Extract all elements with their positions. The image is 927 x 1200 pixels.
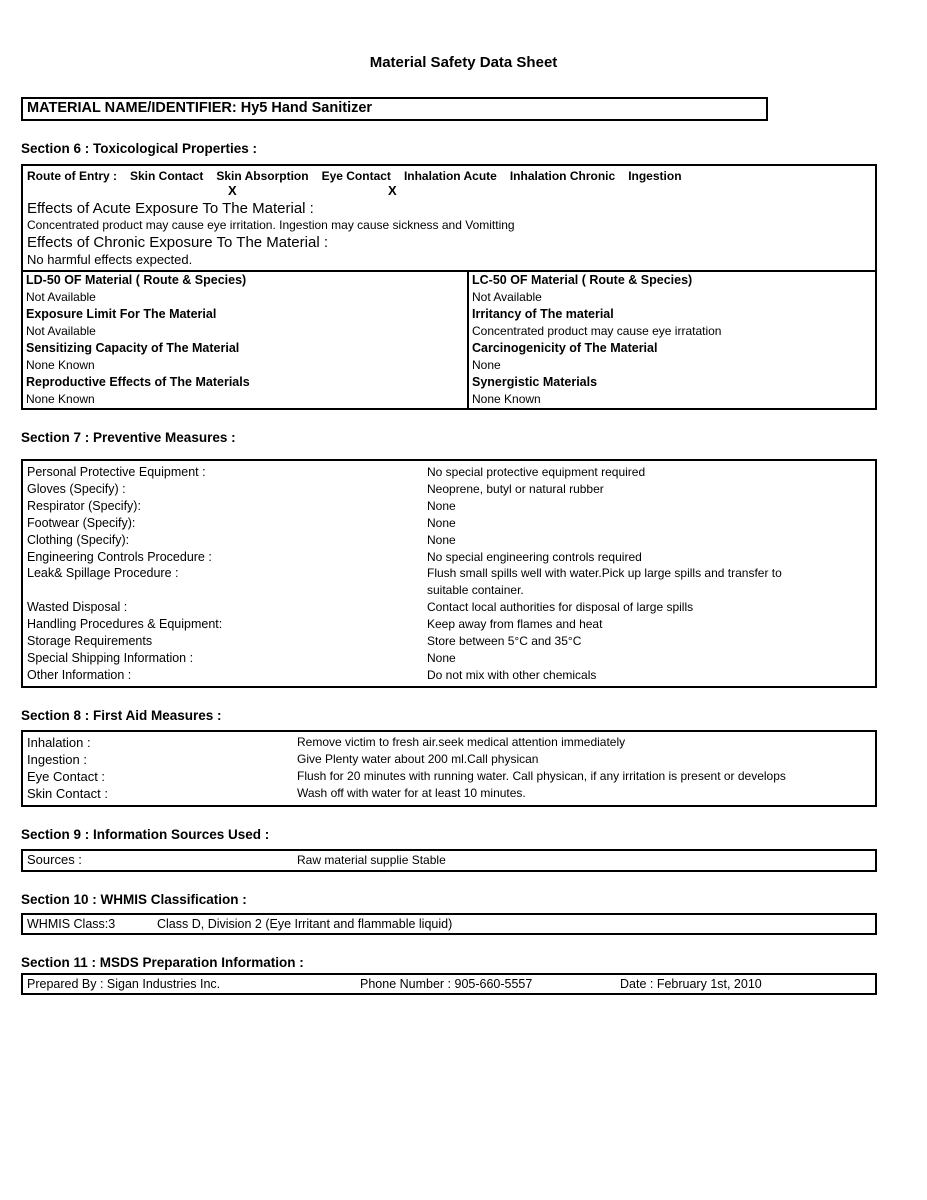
first-aid-label: Eye Contact : — [27, 769, 106, 785]
section7-heading: Section 7 : Preventive Measures : — [21, 430, 236, 445]
first-aid-value: Give Plenty water about 200 ml.Call physican — [297, 751, 539, 766]
preventive-measure-label: Clothing (Specify): — [27, 532, 130, 547]
section7-box — [21, 459, 877, 688]
preventive-measure-row — [23, 616, 875, 633]
preventive-measure-label: Footwear (Specify): — [27, 515, 136, 530]
toxicology-cell — [23, 340, 467, 374]
phone-number: Phone Number : 905-660-5557 — [360, 977, 533, 992]
preventive-measure-value: None — [427, 532, 456, 547]
preventive-measure-label: Leak& Spillage Procedure : — [27, 566, 179, 581]
route-mark-skin-absorption: X — [228, 183, 237, 198]
route-col-skin-absorption: Skin Absorption — [216, 169, 309, 183]
whmis-row — [23, 916, 875, 933]
route-of-entry-label: Route of Entry : — [27, 169, 117, 183]
first-aid-row — [23, 751, 875, 768]
sources-value: Raw material supplie Stable — [297, 852, 446, 867]
first-aid-row — [23, 768, 875, 785]
preventive-measure-row — [23, 515, 875, 532]
preventive-measure-value: Contact local authorities for disposal of large spills — [427, 600, 694, 615]
preventive-measure-label: Gloves (Specify) : — [27, 481, 126, 496]
section8-box — [21, 730, 877, 807]
preventive-measure-row — [23, 667, 875, 684]
toxicology-field-label: Reproductive Effects of The Materials — [26, 375, 250, 389]
section10-box — [21, 913, 877, 936]
toxicology-field-label: Carcinogenicity of The Material — [472, 341, 658, 355]
first-aid-label: Ingestion : — [27, 751, 87, 767]
preventive-measure-value: None — [427, 650, 456, 665]
route-mark-inhalation-acute: X — [388, 183, 397, 198]
section6-heading: Section 6 : Toxicological Properties : — [21, 141, 258, 156]
toxicology-field-label: Irritancy of The material — [472, 307, 614, 321]
toxicology-field-value: None Known — [472, 392, 541, 406]
preventive-measure-row — [23, 650, 875, 667]
chronic-exposure-text: No harmful effects expected. — [27, 252, 193, 267]
preventive-measure-value: Do not mix with other chemicals — [427, 667, 597, 682]
toxicology-field-value: Concentrated product may cause eye irratation — [472, 324, 722, 338]
toxicology-cell — [469, 340, 875, 374]
toxicology-table — [23, 270, 875, 408]
preparation-date: Date : February 1st, 2010 — [620, 977, 762, 992]
toxicology-cell — [469, 374, 875, 408]
section9-box — [21, 849, 877, 872]
toxicology-cell — [469, 306, 875, 340]
toxicology-cell — [23, 272, 467, 306]
section11-heading: Section 11 : MSDS Preparation Information : — [21, 955, 304, 971]
toxicology-field-value: Not Available — [26, 324, 96, 338]
toxicology-field-value: None Known — [26, 358, 95, 372]
toxicology-field-value: None — [472, 358, 501, 372]
first-aid-value: Flush for 20 minutes with running water. Call physican, if any irritation is present or develops — [297, 769, 786, 784]
route-of-entry-header — [23, 166, 875, 183]
material-name-box: MATERIAL NAME/IDENTIFIER: Hy5 Hand Sanitizer — [21, 97, 768, 121]
route-col-inhalation-acute: Inhalation Acute — [403, 169, 497, 183]
preventive-measure-label: Wasted Disposal : — [27, 600, 128, 615]
document-title: Material Safety Data Sheet — [369, 54, 558, 71]
toxicology-field-label: Exposure Limit For The Material — [26, 307, 217, 321]
toxicology-field-value: Not Available — [26, 290, 96, 304]
route-of-entry-marks — [23, 183, 875, 199]
preventive-measure-value: None — [427, 498, 456, 513]
chronic-exposure-label: Effects of Chronic Exposure To The Material : — [27, 234, 328, 251]
preventive-measure-label: Storage Requirements — [27, 634, 153, 649]
route-col-skin-contact: Skin Contact — [130, 169, 204, 183]
preventive-measure-row — [23, 633, 875, 650]
whmis-class-label: WHMIS Class:3 — [27, 916, 116, 931]
preventive-measure-label: Engineering Controls Procedure : — [27, 549, 212, 564]
preventive-measure-value: No special engineering controls required — [427, 549, 642, 564]
preventive-measure-label: Personal Protective Equipment : — [27, 465, 206, 479]
preventive-measure-row — [23, 464, 875, 481]
toxicology-field-label: Sensitizing Capacity of The Material — [26, 341, 240, 355]
section11-box — [21, 973, 877, 995]
toxicology-cell — [469, 272, 875, 306]
preventive-measure-label: Respirator (Specify): — [27, 498, 141, 513]
whmis-class-value: Class D, Division 2 (Eye Irritant and flammable liquid) — [157, 916, 453, 931]
first-aid-label: Inhalation : — [27, 734, 91, 750]
section8-heading: Section 8 : First Aid Measures : — [21, 707, 222, 723]
preventive-measure-value: Flush small spills well with water.Pick up large spills and transfer to suitable container. — [427, 566, 782, 598]
acute-exposure-text: Concentrated product may cause eye irritation. Ingestion may cause sickness and Vomitting — [27, 218, 515, 232]
toxicology-cell — [23, 306, 467, 340]
section10-heading: Section 10 : WHMIS Classification : — [21, 891, 247, 907]
toxicology-field-value: None Known — [26, 392, 95, 406]
preventive-measure-row — [23, 549, 875, 566]
first-aid-value: Wash off with water for at least 10 minutes. — [297, 786, 526, 801]
sources-row — [23, 852, 875, 869]
toxicology-cell — [23, 374, 467, 408]
preventive-measure-label: Handling Procedures & Equipment: — [27, 617, 223, 632]
route-col-inhalation-chronic: Inhalation Chronic — [509, 169, 616, 183]
preventive-measure-row — [23, 565, 875, 599]
first-aid-value: Remove victim to fresh air.seek medical attention immediately — [297, 734, 626, 749]
preventive-measure-value: No special protective equipment required — [427, 465, 646, 479]
sources-label: Sources : — [27, 851, 82, 867]
first-aid-row — [23, 785, 875, 802]
preventive-measure-value: Store between 5°C and 35°C — [427, 634, 582, 649]
first-aid-row — [23, 734, 875, 751]
toxicology-right-column — [467, 272, 875, 408]
preventive-measure-label: Special Shipping Information : — [27, 650, 194, 665]
section6-box — [21, 164, 877, 410]
prepared-by: Prepared By : Sigan Industries Inc. — [27, 977, 221, 992]
preventive-measure-label: Other Information : — [27, 667, 132, 682]
preventive-measure-value: Keep away from flames and heat — [427, 617, 603, 632]
preventive-measure-row — [23, 599, 875, 616]
toxicology-field-value: Not Available — [472, 290, 542, 304]
first-aid-label: Skin Contact : — [27, 786, 108, 802]
route-col-eye-contact: Eye Contact — [321, 169, 391, 183]
preventive-measure-row — [23, 498, 875, 515]
preventive-measure-row — [23, 481, 875, 498]
preventive-measure-row — [23, 532, 875, 549]
preventive-measure-value: Neoprene, butyl or natural rubber — [427, 481, 604, 496]
section9-heading: Section 9 : Information Sources Used : — [21, 826, 270, 842]
toxicology-left-column — [23, 272, 467, 408]
toxicology-field-label: LC-50 OF Material ( Route & Species) — [472, 273, 693, 287]
acute-exposure-label: Effects of Acute Exposure To The Material : — [27, 200, 314, 217]
route-col-ingestion: Ingestion — [628, 169, 682, 183]
preventive-measure-value: None — [427, 515, 456, 530]
toxicology-field-label: LD-50 OF Material ( Route & Species) — [26, 273, 247, 287]
toxicology-field-label: Synergistic Materials — [472, 375, 598, 389]
